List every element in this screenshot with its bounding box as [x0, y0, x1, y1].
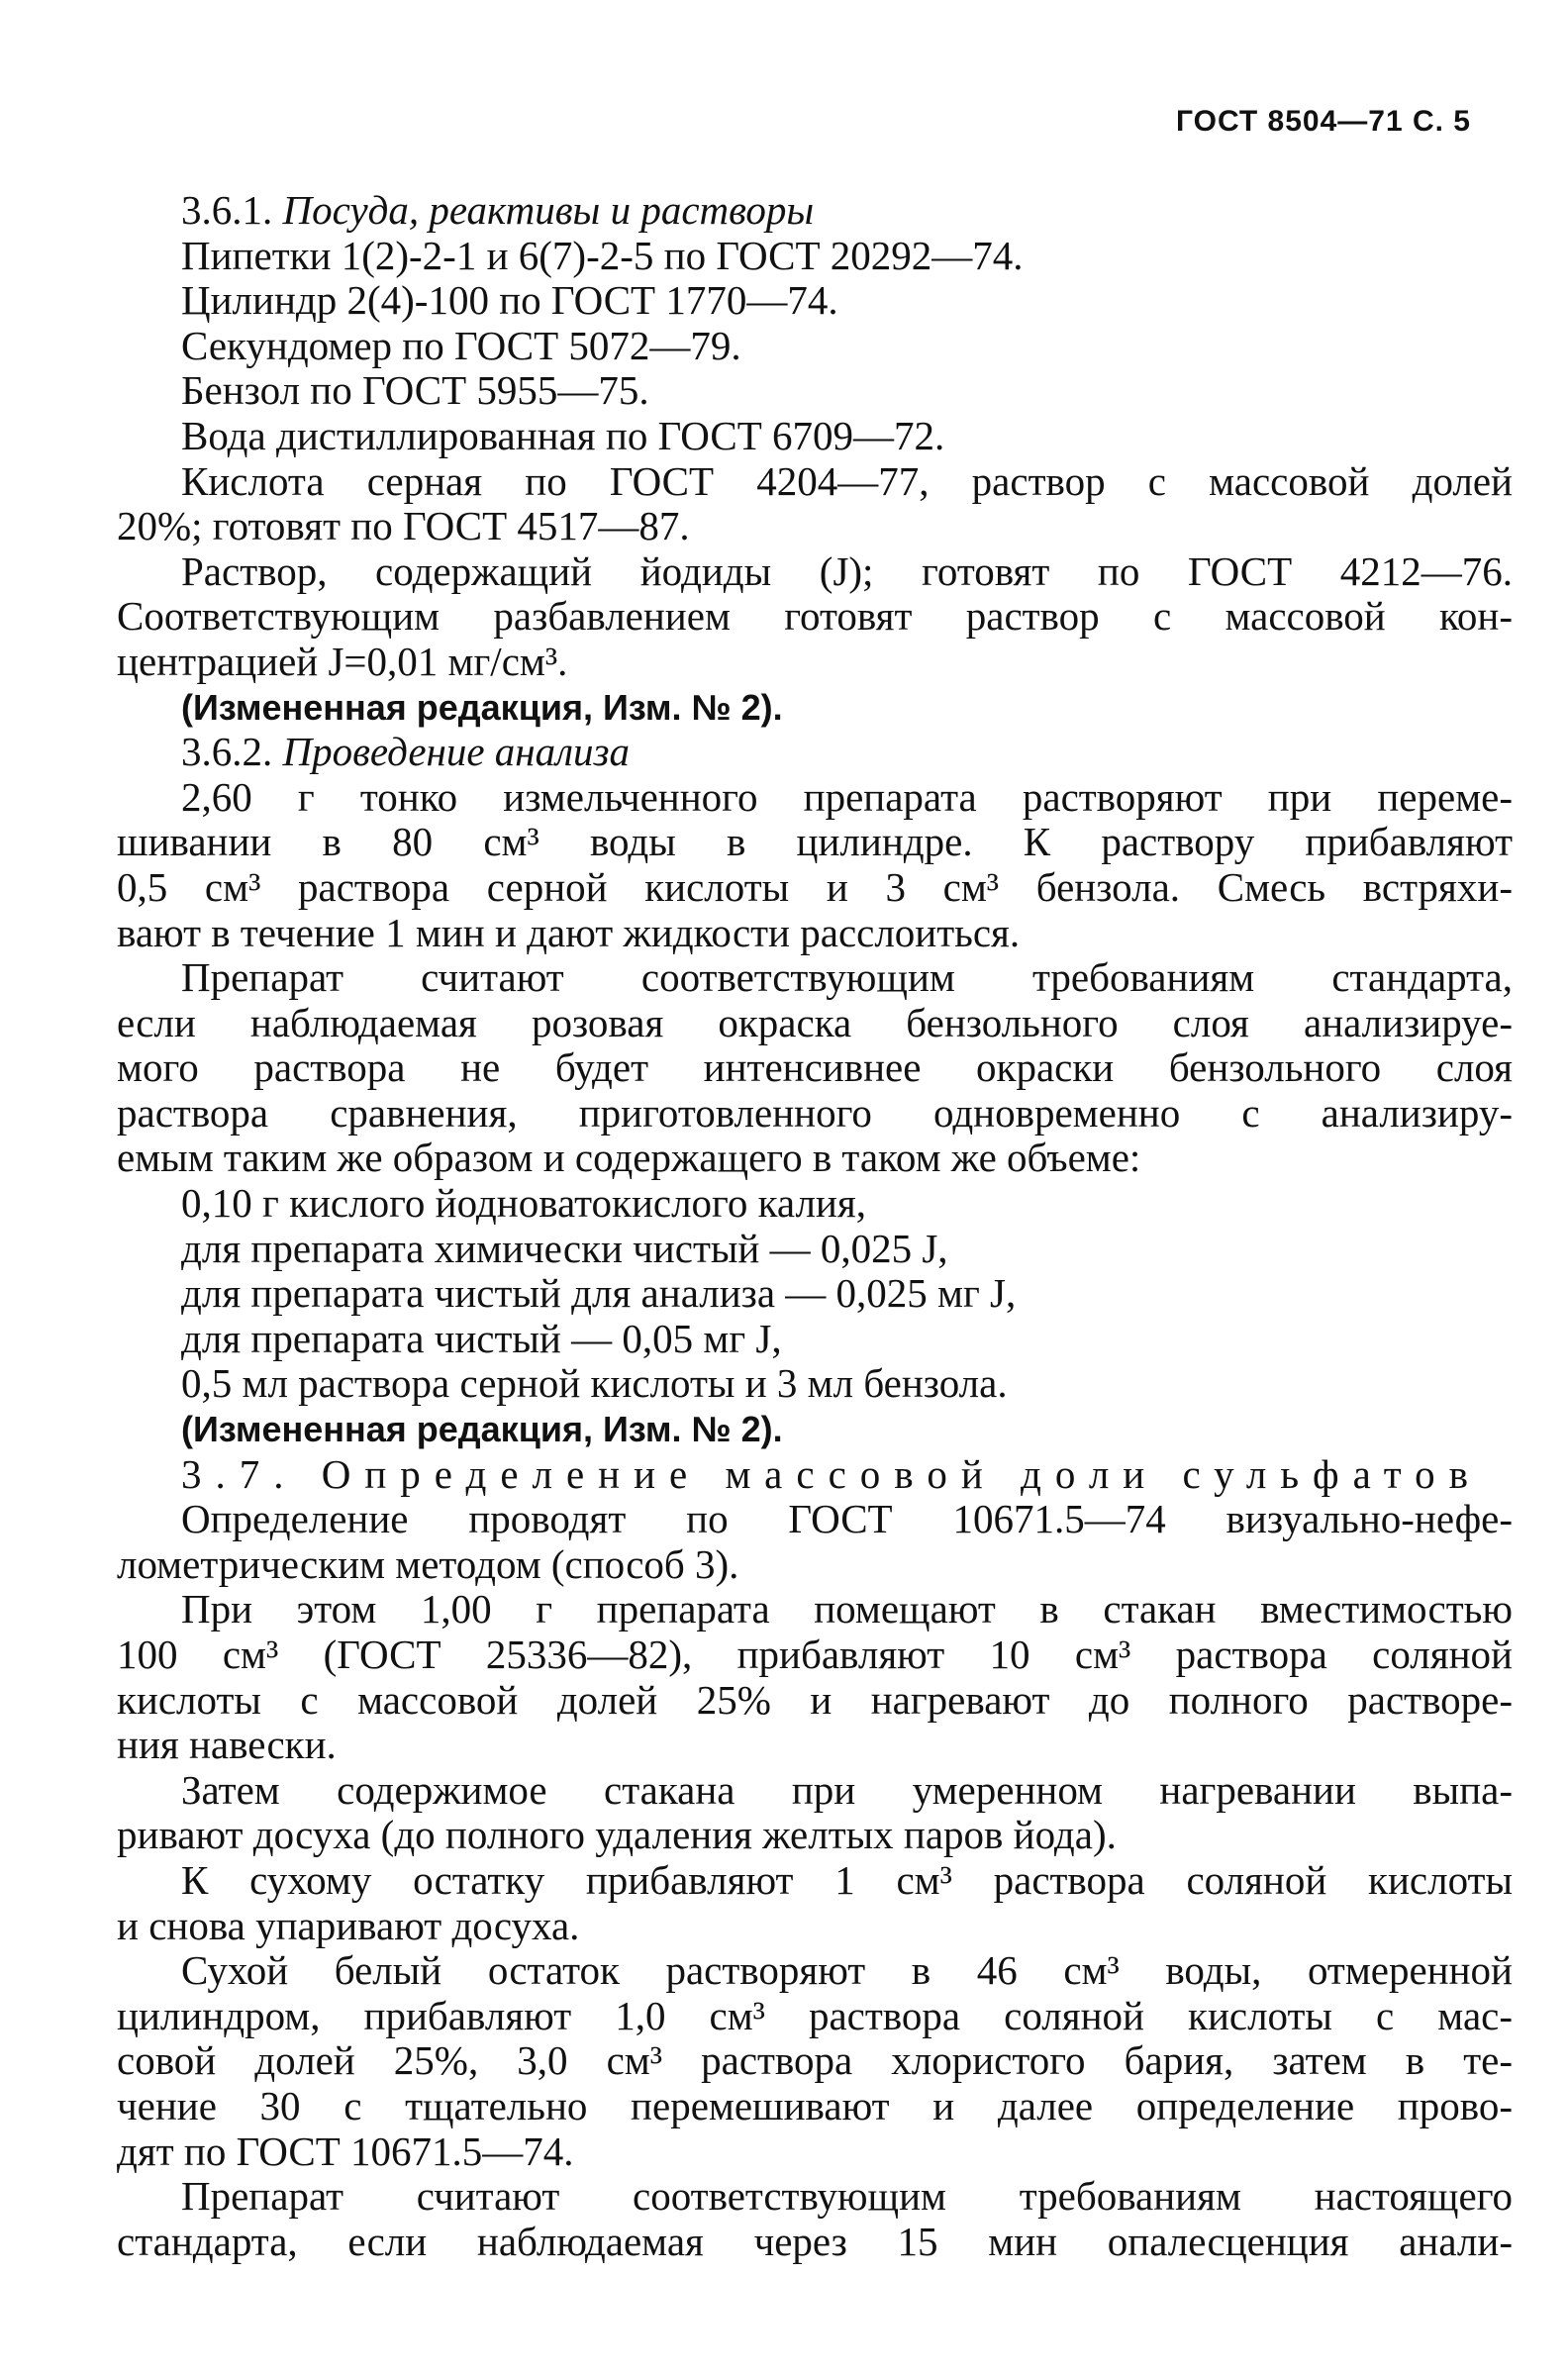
text-line: ривают досуха (до полного удаления желтых паров йода).	[117, 1812, 1117, 1858]
text-line: Раствор, содержащий йодиды (J); готовят по ГОСТ 4212—76.	[181, 547, 1513, 594]
text-line: центрацией J=0,01 мг/см³.	[117, 638, 568, 684]
text-line: емым таким же образом и содержащего в таком же объеме:	[117, 1135, 1141, 1181]
page-header: ГОСТ 8504—71 С. 5	[1176, 105, 1471, 138]
text-line: Препарат считают соответствующим требованиям стандарта,	[181, 954, 1513, 1001]
text-line: 2,60 г тонко измельченного препарата растворяют при переме-	[181, 773, 1513, 820]
text-line: (Измененная редакция, Изм. № 2).	[181, 686, 783, 728]
text-line: для препарата чистый для анализа — 0,025 мг J,	[181, 1270, 1017, 1317]
text-line: 0,5 мл раствора серной кислоты и 3 мл бензола.	[181, 1360, 1008, 1407]
text-line: 3.7. Определение массовой доли сульфатов	[181, 1450, 1482, 1497]
text-line: лометрическим методом (способ 3).	[117, 1540, 739, 1587]
text-line: 3.6.2. Проведение анализа	[181, 729, 631, 775]
text-line: вают в течение 1 мин и дают жидкости расслоиться.	[117, 909, 1021, 955]
text-line: ния навески.	[117, 1722, 337, 1768]
text-line: (Измененная редакция, Изм. № 2).	[181, 1409, 783, 1450]
text-line: стандарта, если наблюдаемая через 15 мин опалесценция анали-	[117, 2218, 1513, 2264]
text-line: Бензол по ГОСТ 5955—75.	[181, 367, 649, 414]
text-line: Определение проводят по ГОСТ 10671.5—74 визуально-нефе-	[181, 1496, 1513, 1542]
text-line: шивании в 80 см³ воды в цилиндре. К раствору прибавляют	[117, 819, 1513, 865]
text-line: Вода дистиллированная по ГОСТ 6709—72.	[181, 412, 945, 458]
text-line: дят по ГОСТ 10671.5—74.	[117, 2127, 574, 2174]
text-line: 100 см³ (ГОСТ 25336—82), прибавляют 10 см³ раствора соляной	[117, 1632, 1513, 1677]
text-line: если наблюдаемая розовая окраска бензольного слоя анализируе-	[117, 999, 1513, 1045]
text-line: К сухому остатку прибавляют 1 см³ раствора соляной кислоты	[181, 1856, 1513, 1903]
text-line: чение 30 с тщательно перемешивают и далее определение прово-	[117, 2082, 1513, 2128]
text-line: 0,10 г кислого йодноватокислого калия,	[181, 1180, 866, 1227]
text-line: При этом 1,00 г препарата помещают в стакан вместимостью	[181, 1586, 1513, 1632]
text-line: мого раствора не будет интенсивнее окраски бензольного слоя	[117, 1044, 1513, 1091]
text-line: Сухой белый остаток растворяют в 46 см³ воды, отмеренной	[181, 1947, 1513, 1994]
text-line: кислоты с массовой долей 25% и нагревают до полного растворе-	[117, 1676, 1513, 1723]
text-line: 20%; готовят по ГОСТ 4517—87.	[117, 503, 690, 549]
text-line: Цилиндр 2(4)-100 по ГОСТ 1770—74.	[181, 277, 838, 324]
text-line: Затем содержимое стакана при умеренном нагревании выпа-	[181, 1766, 1513, 1813]
text-line: Соответствующим разбавлением готовят раствор с массовой кон-	[117, 593, 1513, 640]
text-line: 3.6.1. Посуда, реактивы и растворы	[181, 187, 815, 233]
text-line: цилиндром, прибавляют 1,0 см³ раствора соляной кислоты с мас-	[117, 1992, 1513, 2038]
text-line: Пипетки 1(2)-2-1 и 6(7)-2-5 по ГОСТ 20292—74.	[181, 232, 1024, 278]
text-line: Кислота серная по ГОСТ 4204—77, раствор с массовой долей	[181, 457, 1513, 504]
text-line: и снова упаривают досуха.	[117, 1902, 580, 1948]
text-line: совой долей 25%, 3,0 см³ раствора хлористого бария, затем в те-	[117, 2037, 1513, 2084]
text-line: Препарат считают соответствующим требованиям настоящего	[181, 2173, 1513, 2220]
text-line: раствора сравнения, приготовленного одновременно с анализиру-	[117, 1089, 1513, 1136]
text-line: для препарата чистый — 0,05 мг J,	[181, 1315, 782, 1361]
document-body	[117, 188, 1513, 2264]
text-line: для препарата химически чистый — 0,025 J,	[181, 1225, 948, 1271]
text-line: 0,5 см³ раствора серной кислоты и 3 см³ бензола. Смесь встряхи-	[117, 863, 1513, 910]
text-line: Секундомер по ГОСТ 5072—79.	[181, 322, 741, 368]
